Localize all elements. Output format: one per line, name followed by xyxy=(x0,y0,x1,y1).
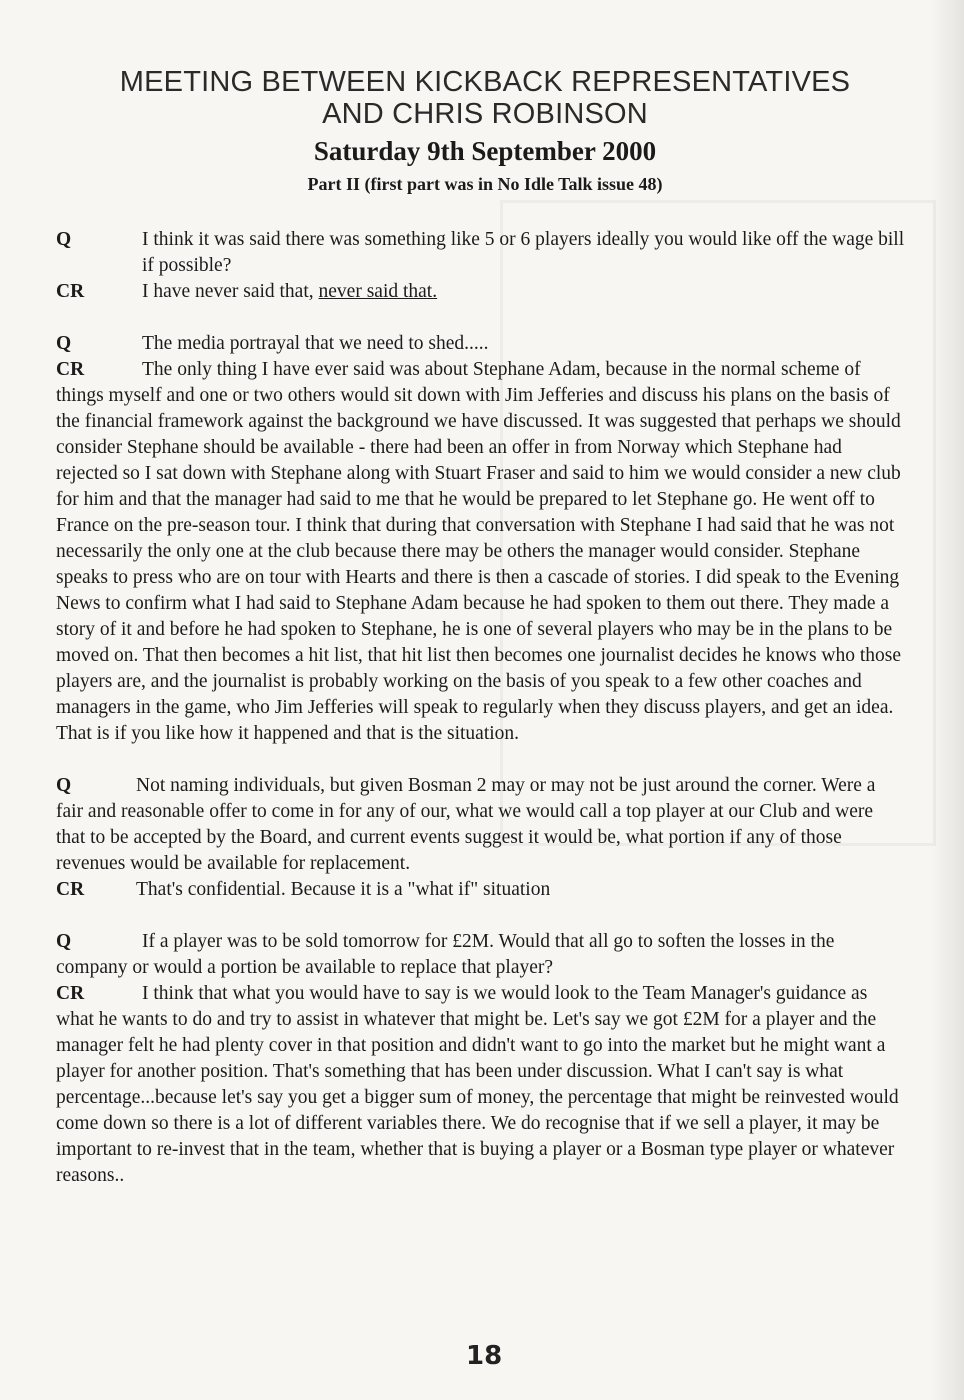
meeting-date: Saturday 9th September 2000 xyxy=(313,136,657,166)
answer-1 xyxy=(56,279,906,305)
interview-body xyxy=(56,227,906,1189)
title-line-2: AND CHRIS ROBINSON xyxy=(322,98,648,130)
speaker-label-q: Q xyxy=(56,229,72,250)
spacer xyxy=(56,747,906,773)
question-text: I think it was said there was something like 5 or 6 players ideally you would like off the wage bill if possible? xyxy=(142,229,905,276)
question-4 xyxy=(56,929,906,981)
answer-3 xyxy=(56,877,906,903)
spacer xyxy=(56,903,906,929)
underlined-text: never said that. xyxy=(318,281,438,302)
title-line-1: MEETING BETWEEN KICKBACK REPRESENTATIVES xyxy=(119,66,851,98)
speaker-label-q: Q xyxy=(56,333,72,354)
question-2 xyxy=(56,331,906,357)
answer-text: I think that what you would have to say is we would look to the Team Manager's guidance as what he wants to do and try to assist in whatever that might be. Let's say we got £2M for a player and the manager felt he had plenty cover in that position and didn't want to go into the market but he might want a player for another position. That's something that has been under discussion. What I can't say is what percentage...because let's say you get a bigger sum of money, the percentage that might be reinvested would come down so there is a lot of different variables there. We do recognise that if we sell a player, it may be important to re-invest that in the team, whether that is buying a player or a Bosman type player or whatever reasons.. xyxy=(56,983,899,1186)
page-edge-shadow xyxy=(930,0,964,1400)
speaker-label-cr: CR xyxy=(56,983,85,1004)
answer-2 xyxy=(56,357,906,747)
question-text: The media portrayal that we need to shed..... xyxy=(142,333,489,354)
speaker-label-q: Q xyxy=(56,931,72,952)
answer-text: I have never said that, xyxy=(142,281,319,302)
page-number: 18 xyxy=(466,1341,503,1371)
speaker-label-q: Q xyxy=(56,775,72,796)
question-1 xyxy=(56,227,906,279)
part-note: Part II (first part was in No Idle Talk issue 48) xyxy=(307,174,663,194)
answer-4 xyxy=(56,981,906,1189)
question-text: Not naming individuals, but given Bosman 2 may or may not be just around the corner. Were a fair and reasonable offer to come in for any of our, what we would call a top player at our Club and were that to be accepted by the Board, and current events suggest it would be, what portion if any of those revenues would be available for replacement. xyxy=(56,775,876,874)
speaker-label-cr: CR xyxy=(56,281,85,302)
article-header xyxy=(40,66,930,196)
question-3 xyxy=(56,773,906,877)
spacer xyxy=(56,305,906,331)
speaker-label-cr: CR xyxy=(56,359,85,380)
answer-text: The only thing I have ever said was about Stephane Adam, because in the normal scheme of things myself and one or two others would sit down with Jim Jefferies and discuss his plans on the basis of the financial framework against the background we have discussed. It was suggested that perhaps we should consider Stephane should be available - there had been an offer in from Norway which Stephane had rejected so I sat down with Stephane along with Stuart Fraser and said to him we would consider a new club for him and that the manager had said to me that he would be prepared to let Stephane go. He went off to France on the pre-season tour. I think that during that conversation with Stephane I had said that he was not necessarily the only one at the club because there may be others the manager would consider. Stephane speaks to press who are on tour with Hearts and there is then a cascade of stories. I did speak to the Evening News to confirm what I had said to Stephane Adam because he had spoken to them out there. They made a story of it and before he had spoken to Stephane, he is one of several players who may be in the plans to be moved on. That then becomes a hit list, that hit list then becomes one journalist decides he knows who those players are, and the journalist is probably working on the basis of you speak to a few other coaches and managers in the game, who Jim Jefferies will speak to regularly when they discuss players, and get an idea. That is if you like how it happened and that is the situation. xyxy=(56,359,902,744)
question-text: If a player was to be sold tomorrow for £2M. Would that all go to soften the losses in the company or would a portion be available to replace that player? xyxy=(56,931,835,978)
speaker-label-cr: CR xyxy=(56,879,85,900)
answer-text: That's confidential. Because it is a "what if" situation xyxy=(136,879,551,900)
